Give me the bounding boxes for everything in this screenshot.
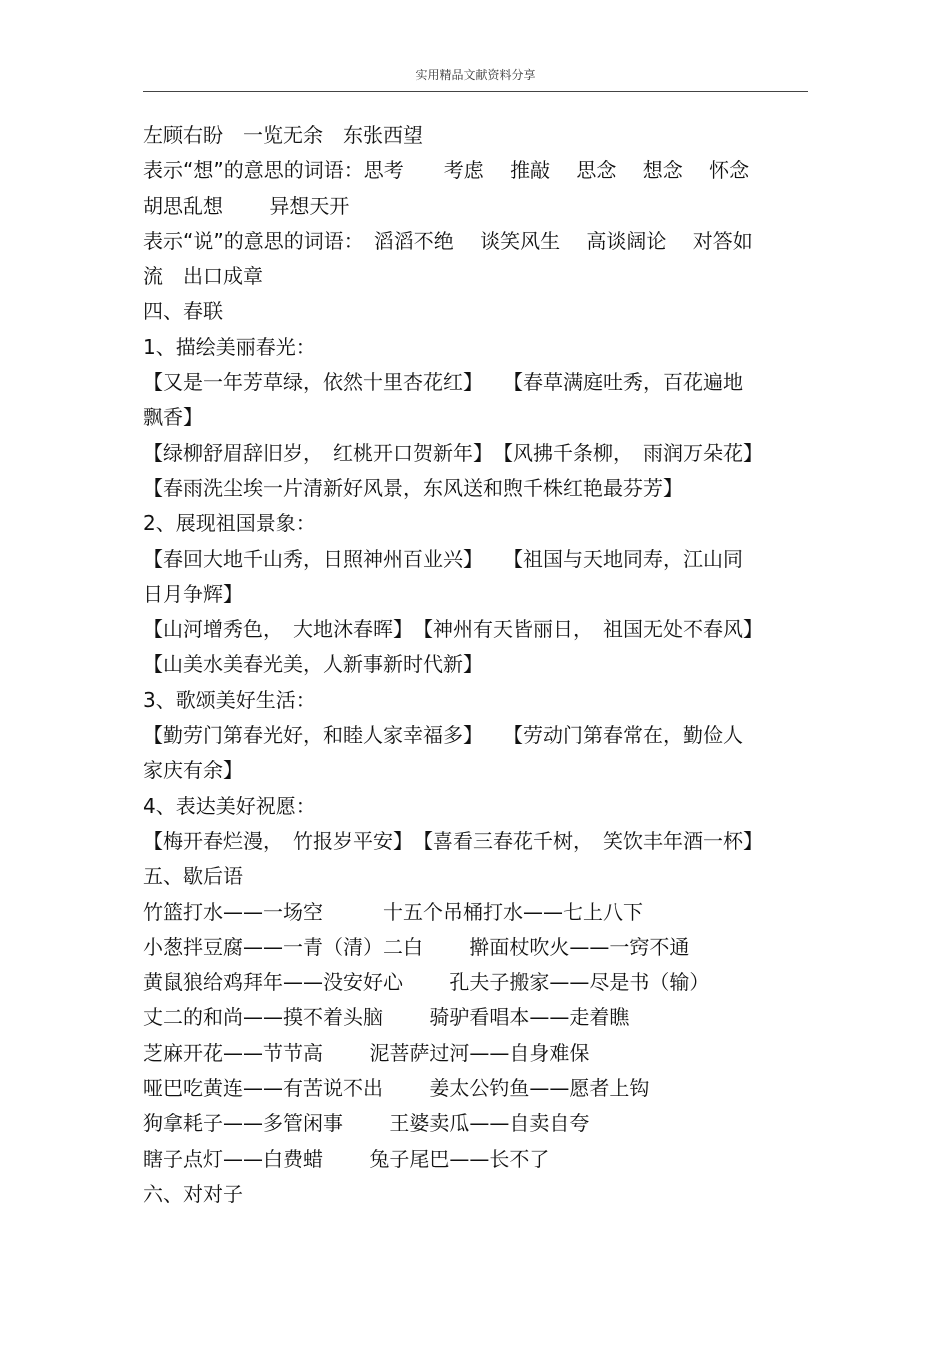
section-heading: 五、歇后语 (143, 864, 243, 889)
text-line: 芝麻开花——节节高 泥菩萨过河——自身难保 (143, 1040, 590, 1065)
text-line: 【梅开春烂漫， 竹报岁平安】 【喜看三春花千树， 笑饮丰年酒一杯】 (143, 828, 763, 853)
text-line: 竹篮打水——一场空 十五个吊桶打水——七上八下 (143, 899, 643, 924)
text-line: 狗拿耗子——多管闲事 王婆卖瓜——自卖自夸 (143, 1111, 590, 1136)
section-heading: 四、春联 (143, 299, 223, 324)
text-line: 【又是一年芳草绿，依然十里杏花红】 【春草满庭吐秀，百花遍地 (143, 370, 743, 395)
text-line: 【勤劳门第春光好，和睦人家幸福多】 【劳动门第春常在，勤俭人 (143, 723, 743, 748)
text-line: 左顾右盼 一览无余 东张西望 (143, 123, 423, 147)
text-line: 表示“说”的意思的词语： 滔滔不绝 谈笑风生 高谈阔论 对答如 (143, 228, 753, 253)
section-heading: 六、对对子 (143, 1181, 243, 1206)
text-line: 【春雨洗尘埃一片清新好风景，东风送和煦千株红艳最芬芳】 (143, 475, 683, 500)
subsection-heading: 4、表达美好祝愿： (143, 793, 316, 818)
text-line: 小葱拌豆腐——一青（清）二白 擀面杖吹火——一窍不通 (143, 934, 690, 959)
subsection-heading: 1、描绘美丽春光： (143, 334, 316, 359)
text-line: 【山河增秀色， 大地沐春晖】 【神州有天皆丽日， 祖国无处不春风】 (143, 617, 763, 642)
text-line: 丈二的和尚——摸不着头脑 骑驴看唱本——走着瞧 (143, 1005, 630, 1030)
text-line: 瞎子点灯——白费蜡 兔子尾巴——长不了 (143, 1146, 550, 1171)
subsection-heading: 3、歌颂美好生活： (143, 687, 316, 712)
page-header: 实用精品文献资料分享 (415, 68, 536, 82)
text-line: 日月争辉】 (143, 581, 243, 606)
header-divider (143, 91, 808, 92)
text-line: 【春回大地千山秀，日照神州百业兴】 【祖国与天地同寿，江山同 (143, 546, 743, 571)
subsection-heading: 2、展现祖国景象： (143, 511, 316, 536)
text-line: 哑巴吃黄连——有苦说不出 姜太公钓鱼——愿者上钩 (143, 1076, 650, 1101)
text-line: 流 出口成章 (143, 264, 263, 289)
text-line: 【山美水美春光美，人新事新时代新】 (143, 652, 483, 677)
text-line: 家庆有余】 (143, 758, 243, 783)
text-line: 黄鼠狼给鸡拜年——没安好心 孔夫子搬家——尽是书（输） (143, 970, 710, 995)
text-line: 【绿柳舒眉辞旧岁， 红桃开口贺新年】 【风拂千条柳， 雨润万朵花】 (143, 440, 763, 465)
text-line: 表示“想”的意思的词语：思考 考虑 推敲 思念 想念 怀念 (143, 158, 750, 183)
text-line: 胡思乱想 异想天开 (143, 193, 350, 218)
document-body (143, 118, 808, 1212)
text-line: 飘香】 (143, 405, 203, 430)
